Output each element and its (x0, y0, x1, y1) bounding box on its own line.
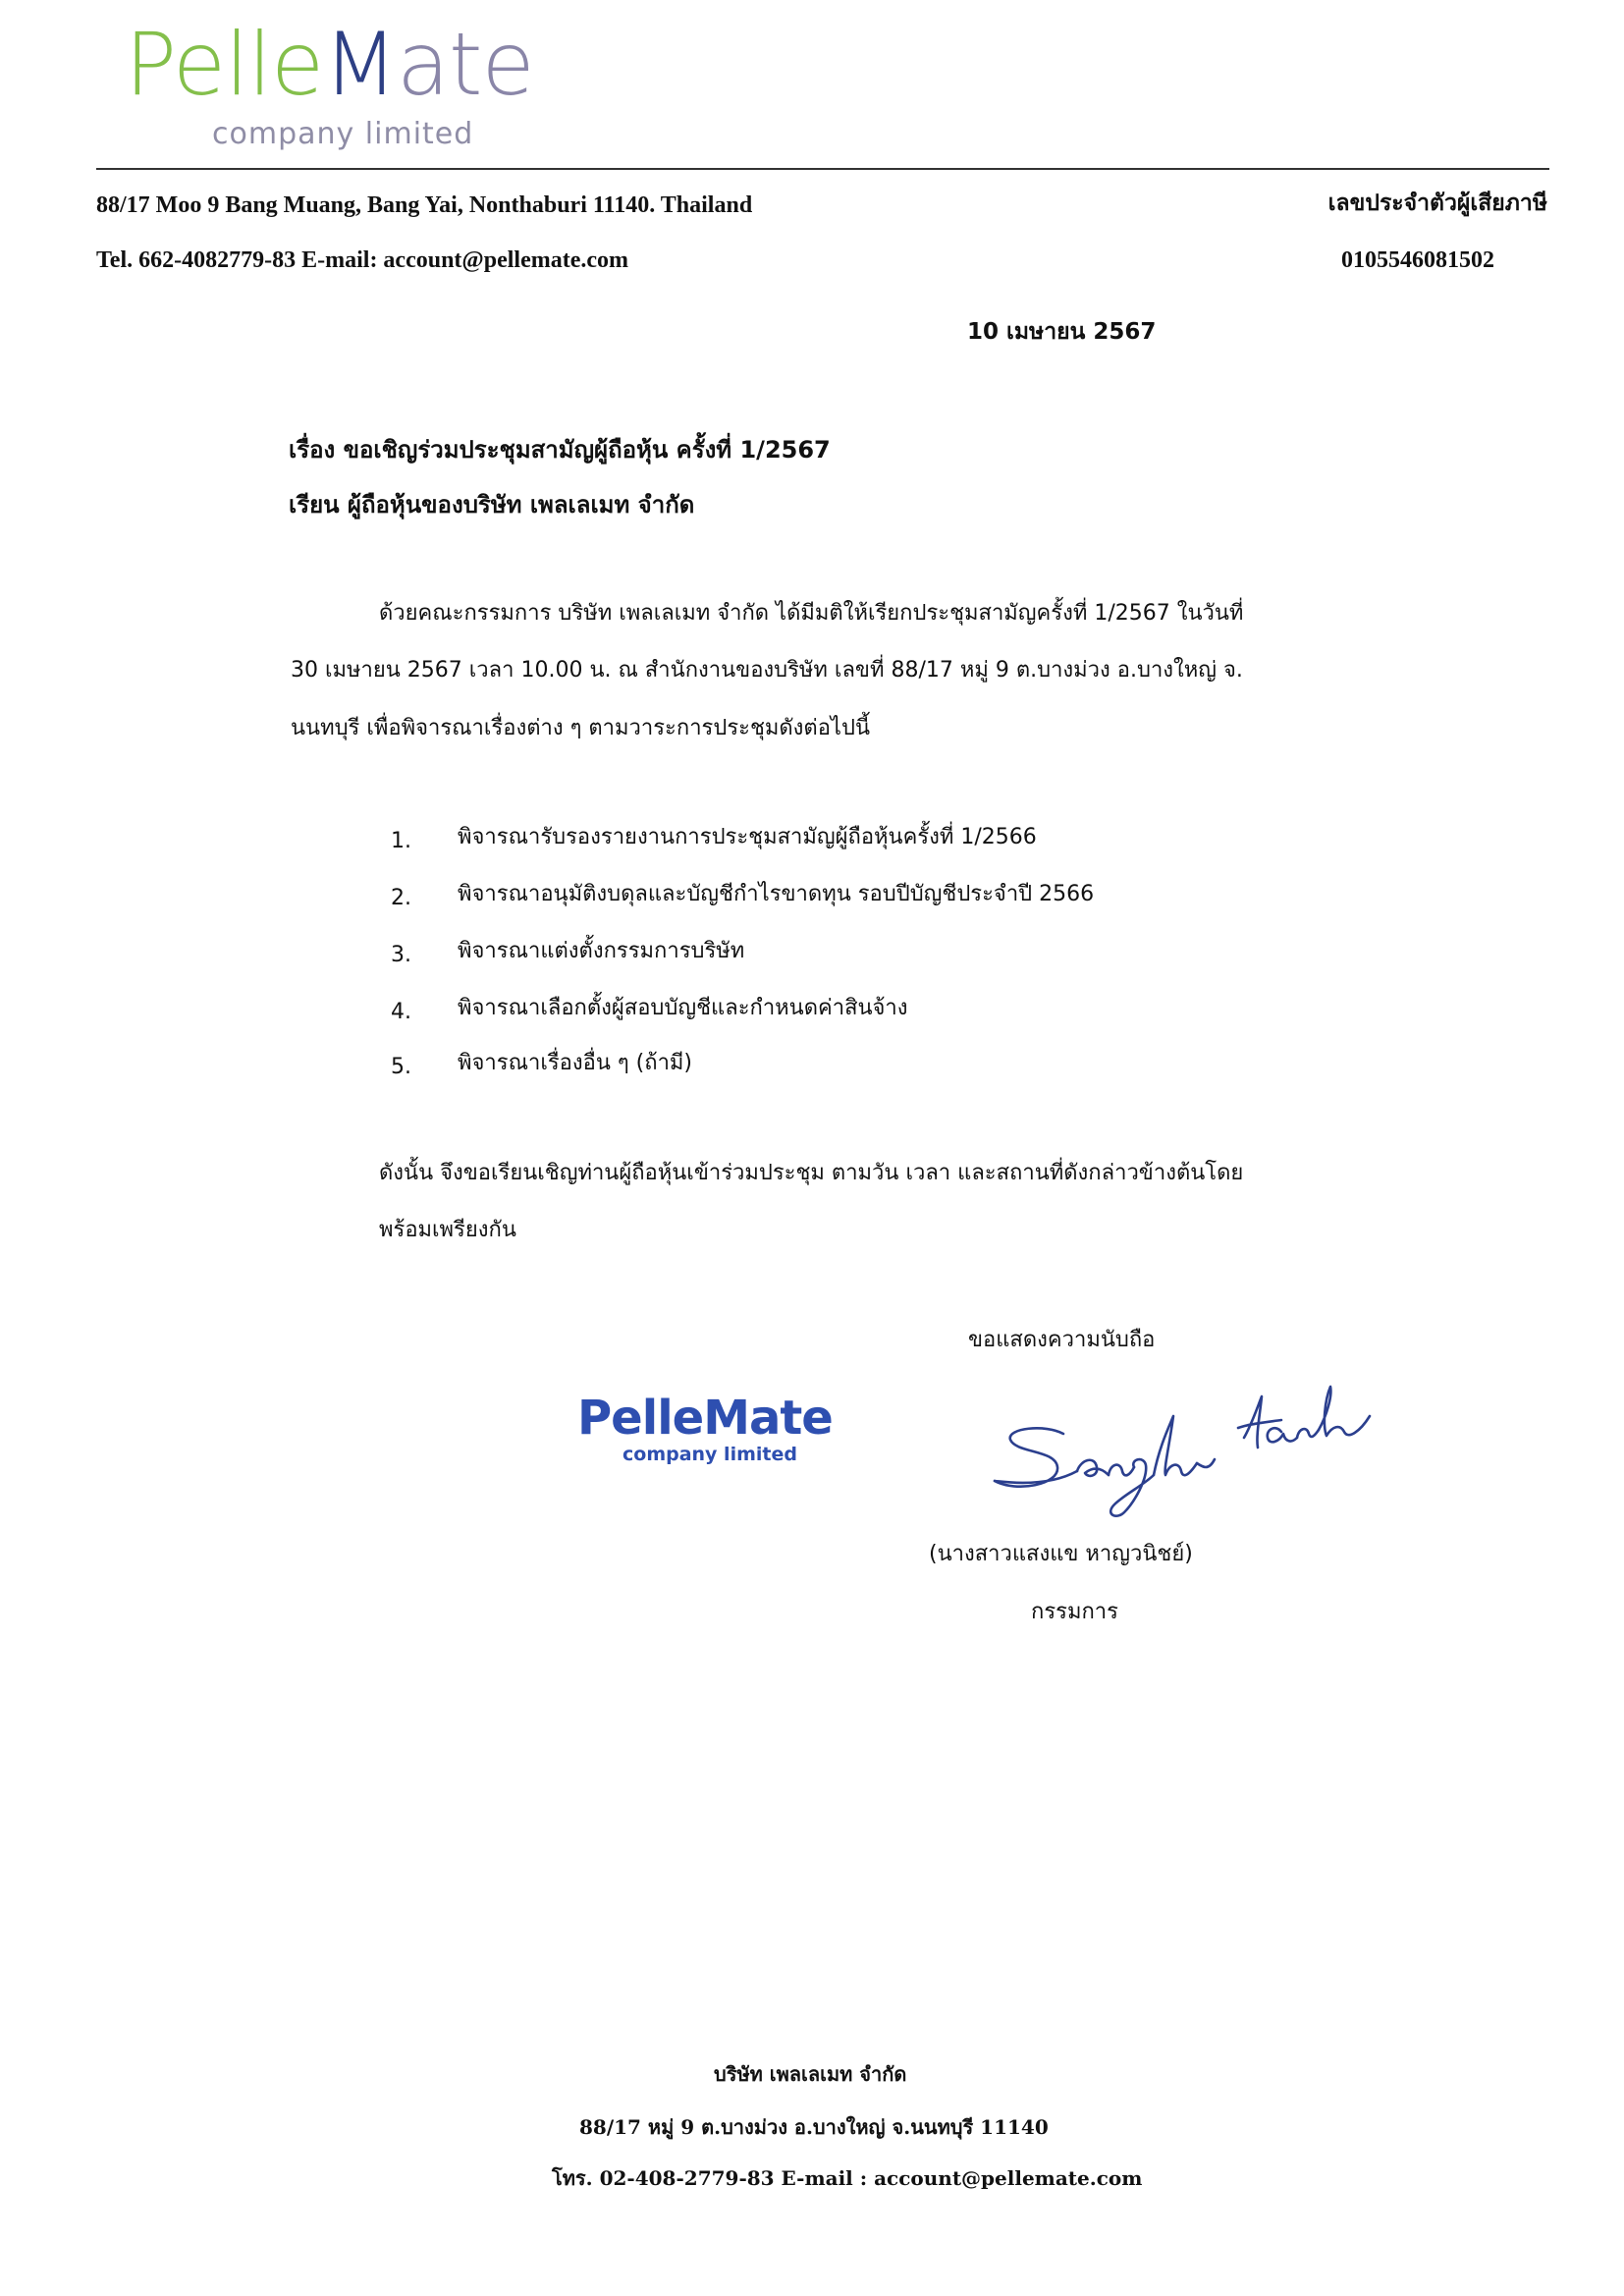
signer-name: (นางสาวแสงแข หาญวนิชย์) (929, 1542, 1193, 1566)
agenda-number: 3. (391, 943, 411, 967)
signer-title: กรรมการ (1031, 1600, 1118, 1624)
agenda-item: พิจารณาเลือกตั้งผู้สอบบัญชีและกำหนดค่าสินจ้าง (458, 996, 908, 1020)
paragraph-1-line-2: 30 เมษายน 2567 เวลา 10.00 น. ณ สำนักงานของบริษัท เลขที่ 88/17 หมู่ 9 ต.บางม่วง อ.บางใหญ่ จ. (291, 658, 1243, 683)
letter-subject: เรื่อง ขอเชิญร่วมประชุมสามัญผู้ถือหุ้น ครั้งที่ 1/2567 (289, 436, 831, 464)
logo-m: M (323, 14, 398, 115)
paragraph-1-line-3: นนทบุรี เพื่อพิจารณาเรื่องต่าง ๆ ตามวาระการประชุมดังต่อไปนี้ (291, 716, 870, 740)
footer-contact: โทร. 02-408-2779-83 E-mail : account@pellemate.com (552, 2166, 1143, 2190)
signature-image (987, 1377, 1399, 1524)
logo-pelle: Pelle (125, 14, 324, 115)
agenda-item: พิจารณาเรื่องอื่น ๆ (ถ้ามี) (458, 1051, 693, 1075)
paragraph-2-line-1: ดังนั้น จึงขอเรียนเชิญท่านผู้ถือหุ้นเข้าร่วมประชุม ตามวัน เวลา และสถานที่ดังกล่าวข้างต้นโดย (379, 1161, 1244, 1185)
agenda-number: 5. (391, 1055, 411, 1079)
agenda-item: พิจารณารับรองรายงานการประชุมสามัญผู้ถือหุ้นครั้งที่ 1/2566 (458, 825, 1037, 849)
agenda-item: พิจารณาแต่งตั้งกรรมการบริษัท (458, 939, 745, 963)
company-stamp (577, 1391, 833, 1465)
closing-phrase: ขอแสดงความนับถือ (968, 1328, 1156, 1352)
letter-date: 10 เมษายน 2567 (967, 319, 1157, 345)
tax-id-number: 0105546081502 (1341, 247, 1494, 273)
footer-address: 88/17 หมู่ 9 ต.บางม่วง อ.บางใหญ่ จ.นนทบุรี 11140 (579, 2115, 1049, 2139)
company-logo (125, 14, 534, 115)
company-contact: Tel. 662-4082779-83 E-mail: account@pellemate.com (96, 247, 629, 273)
header-divider (96, 168, 1549, 170)
paragraph-2-line-2: พร้อมเพรียงกัน (379, 1218, 516, 1242)
paragraph-1-line-1: ด้วยคณะกรรมการ บริษัท เพลเลเมท จำกัด ได้มีมติให้เรียกประชุมสามัญครั้งที่ 1/2567 ในวันที่ (379, 601, 1244, 626)
company-address: 88/17 Moo 9 Bang Muang, Bang Yai, Nonthaburi 11140. Thailand (96, 192, 753, 218)
footer-company-name: บริษัท เพลเลเมท จำกัด (714, 2062, 907, 2086)
agenda-number: 2. (391, 886, 411, 910)
tax-id-label: เลขประจำตัวผู้เสียภาษี (1327, 191, 1547, 216)
stamp-name: PelleMate (577, 1391, 833, 1446)
letter-recipient: เรียน ผู้ถือหุ้นของบริษัท เพลเลเมท จำกัด (289, 491, 695, 519)
agenda-item: พิจารณาอนุมัติงบดุลและบัญชีกำไรขาดทุน รอบปีบัญชีประจำปี 2566 (458, 882, 1095, 906)
agenda-number: 4. (391, 1000, 411, 1024)
logo-ate: ate (397, 14, 534, 115)
logo-subtitle: company limited (212, 117, 474, 151)
agenda-number: 1. (391, 829, 411, 853)
stamp-subtitle: company limited (623, 1444, 797, 1465)
